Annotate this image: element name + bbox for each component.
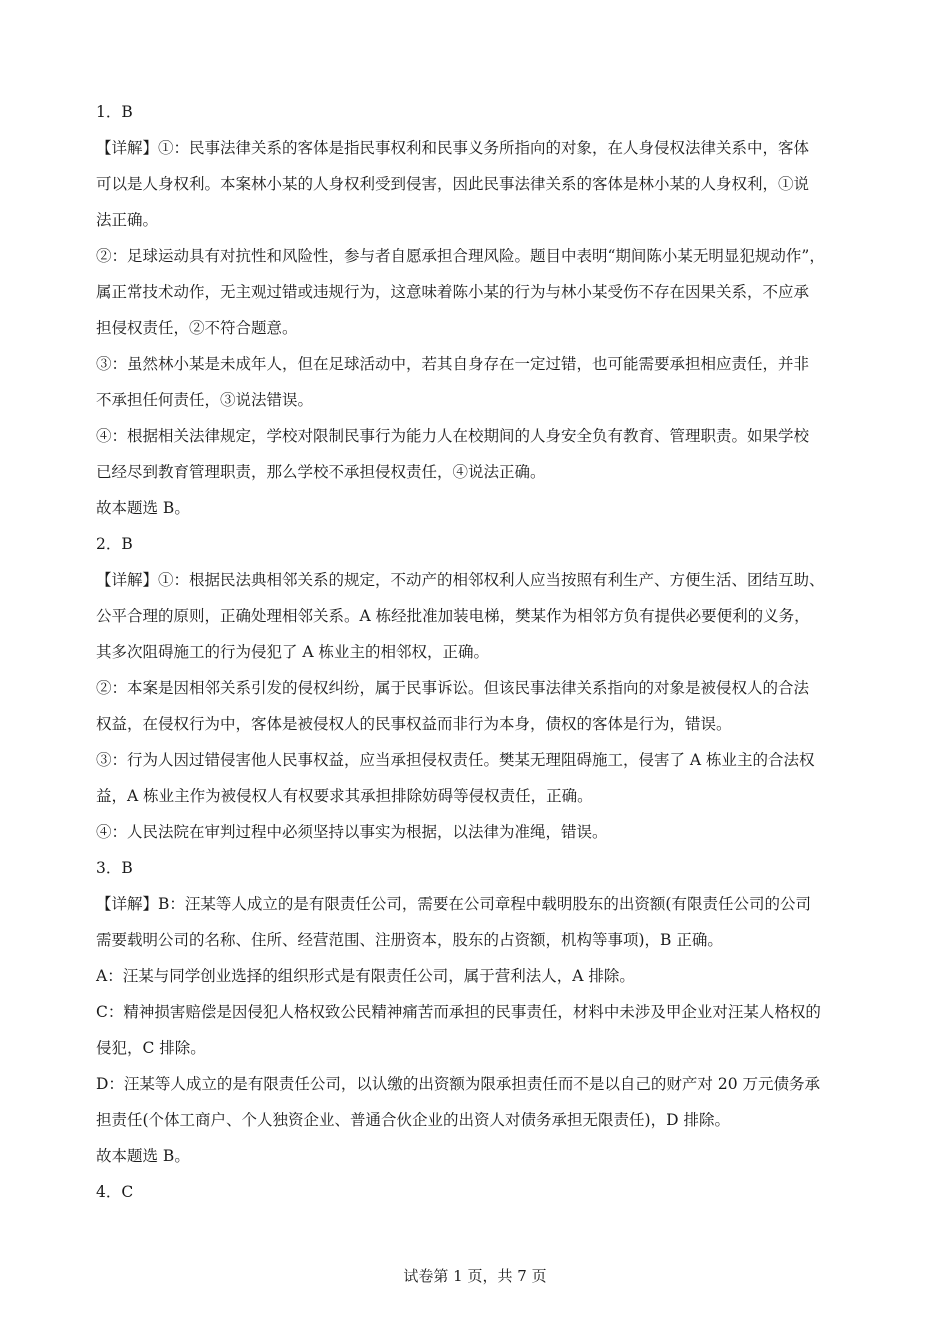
text-line: ③：行为人因过错侵害他人民事权益，应当承担侵权责任。樊某无理阻碍施工，侵害了 A 栋业主的合法权 [96,751,815,769]
text-line: 公平合理的原则，正确处理相邻关系。A 栋经批准加装电梯，樊某作为相邻方负有提供必要便利的义务， [96,607,810,625]
text-line: 已经尽到教育管理职责，那么学校不承担侵权责任，④说法正确。 [96,463,546,481]
text-line: 可以是人身权利。本案林小某的人身权利受到侵害，因此民事法律关系的客体是林小某的人身权利，①说 [96,175,810,193]
text-line: 【详解】①：根据民法典相邻关系的规定，不动产的相邻权利人应当按照有利生产、方便生活、团结互助、 [96,571,825,589]
text-line: C：精神损害赔偿是因侵犯人格权致公民精神痛苦而承担的民事责任，材料中未涉及甲企业对汪某人格权的 [96,1003,821,1021]
text-line: 2．B [96,535,133,553]
text-line: 不承担任何责任，③说法错误。 [96,391,314,409]
page-footer: 试卷第 1 页，共 7 页 [403,1267,547,1285]
text-line: 1．B [96,103,133,121]
text-line: D：汪某等人成立的是有限责任公司，以认缴的出资额为限承担责任而不是以自己的财产对 20 万元债务承 [96,1075,821,1093]
text-line: 【详解】①：民事法律关系的客体是指民事权利和民事义务所指向的对象，在人身侵权法律关系中，客体 [96,139,810,157]
text-line: 故本题选 B。 [96,1147,190,1165]
text-line: 权益，在侵权行为中，客体是被侵权人的民事权益而非行为本身，债权的客体是行为，错误。 [96,715,732,733]
text-line: 4．C [96,1183,134,1201]
answer-content [96,94,866,1210]
text-line: 担侵权责任，②不符合题意。 [96,319,298,337]
text-line: 法正确。 [96,211,159,229]
text-line: ③：虽然林小某是未成年人，但在足球活动中，若其自身存在一定过错，也可能需要承担相应责任，并非 [96,355,810,373]
text-line: 属正常技术动作，无主观过错或违规行为，这意味着陈小某的行为与林小某受伤不存在因果关系，不应承 [96,283,810,301]
text-line: ④：根据相关法律规定，学校对限制民事行为能力人在校期间的人身安全负有教育、管理职责。如果学校 [96,427,810,445]
text-line: 【详解】B：汪某等人成立的是有限责任公司，需要在公司章程中载明股东的出资额(有限责任公司的公司 [96,895,811,913]
text-line: A：汪某与同学创业选择的组织形式是有限责任公司，属于营利法人，A 排除。 [96,967,635,985]
text-line: 故本题选 B。 [96,499,190,517]
text-line: 其多次阻碍施工的行为侵犯了 A 栋业主的相邻权，正确。 [96,643,490,661]
text-line: 需要载明公司的名称、住所、经营范围、注册资本，股东的占资额，机构等事项)，B 正确。 [96,931,723,949]
text-line: ④：人民法院在审判过程中必须坚持以事实为根据，以法律为准绳，错误。 [96,823,608,841]
text-line: ②：本案是因相邻关系引发的侵权纠纷，属于民事诉讼。但该民事法律关系指向的对象是被侵权人的合法 [96,679,810,697]
text-line: 益，A 栋业主作为被侵权人有权要求其承担排除妨碍等侵权责任，正确。 [96,787,593,805]
text-line: 3．B [96,859,133,877]
text-line: ②：足球运动具有对抗性和风险性，参与者自愿承担合理风险。题目中表明“期间陈小某无明显犯规动作”， [96,247,825,265]
text-line: 担责任(个体工商户、个人独资企业、普通合伙企业的出资人对债务承担无限责任)，D 排除。 [96,1111,730,1129]
text-line: 侵犯，C 排除。 [96,1039,206,1057]
